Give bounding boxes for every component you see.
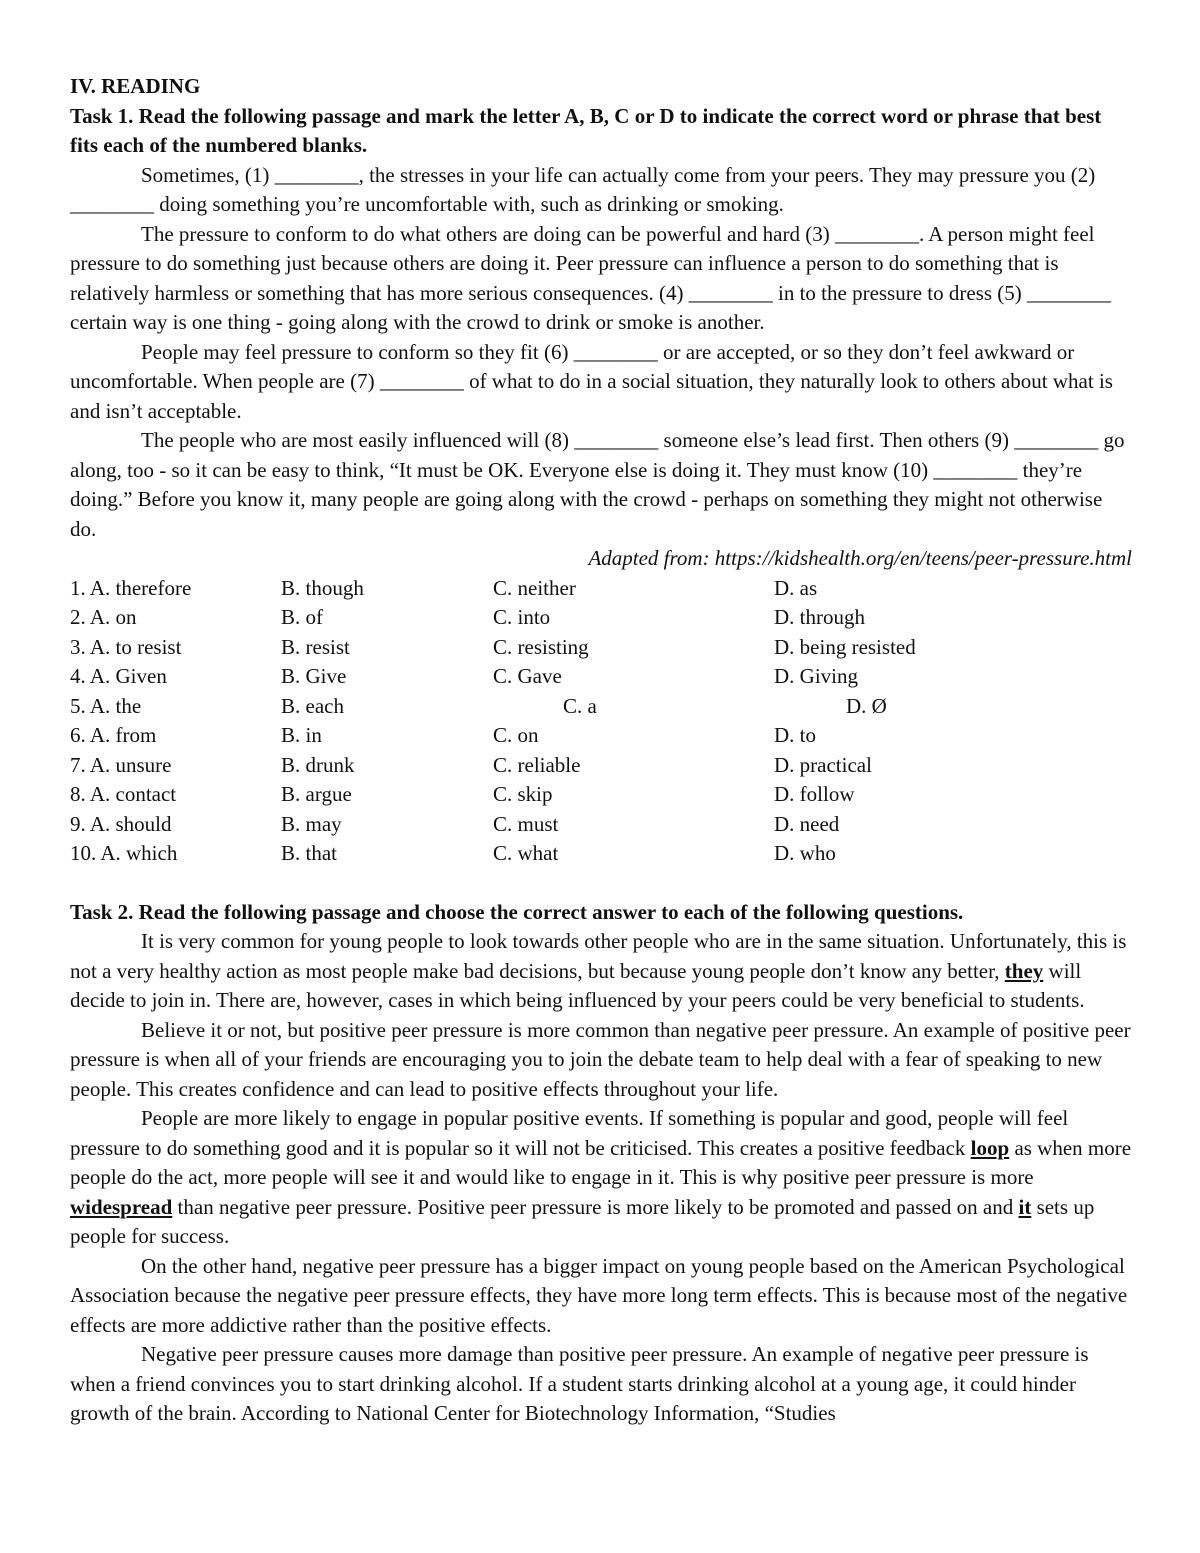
- option-b: B. drunk: [281, 752, 355, 777]
- option-b: B. resist: [281, 634, 350, 659]
- section-heading: IV. READING: [70, 74, 201, 98]
- option-c: C. resisting: [493, 634, 589, 659]
- option-b: B. each: [281, 693, 344, 718]
- text-run: they’re doing.” Before you know it, many people are going along with the crowd - perhaps on something they might not otherwise do.: [70, 457, 1103, 541]
- task2-paragraph-3: [70, 1104, 1132, 1252]
- text-run: It is very common for young people to look towards other people who are in the same situation. Unfortunately, this is not a very healthy action as most people make bad decisions, but because young people don’t know any better,: [70, 929, 1127, 983]
- task1-paragraph-4: [70, 426, 1132, 544]
- underlined-word-widespread: widespread: [70, 1194, 173, 1219]
- question-row: [70, 692, 1132, 722]
- text-run: certain way is one thing - going along with the crowd to drink or smoke is another.: [70, 310, 765, 334]
- option-c: C. Gave: [493, 664, 562, 688]
- option-d: D. Ø: [846, 693, 887, 718]
- option-a: 3. A. to resist: [70, 634, 182, 659]
- option-d: D. through: [774, 605, 865, 629]
- text-run: Sometimes, (1): [141, 162, 275, 187]
- text-run: , the stresses in your life can actually come from your peers. They may pressure you (2): [358, 162, 1096, 187]
- option-d: D. as: [774, 575, 818, 600]
- option-a: 1. A. therefore: [70, 575, 192, 600]
- task1-paragraph-3: [70, 338, 1132, 427]
- text-run: . A person might feel pressure to do something just because others are doing it. Peer pressure can influence a person to do something that is relatively harmless or something that has more serious consequences. (4): [70, 221, 1095, 305]
- option-d: D. follow: [774, 782, 855, 806]
- option-b: B. of: [281, 605, 323, 629]
- option-c: C. reliable: [493, 752, 581, 777]
- question-row: [70, 603, 1132, 633]
- option-b: B. argue: [281, 782, 352, 806]
- task1-paragraph-1: [70, 161, 1132, 220]
- source-citation: Adapted from: https://kidshealth.org/en/teens/peer-pressure.html: [588, 546, 1132, 570]
- blank-3: ________: [834, 221, 919, 246]
- option-c: C. into: [493, 605, 551, 629]
- task1-instruction: Task 1. Read the following passage and mark the letter A, B, C or D to indicate the correct word or phrase that best fits each of the numbered blanks.: [70, 103, 1102, 157]
- blank-5: ________: [1027, 280, 1112, 305]
- blank-8: ________: [574, 428, 659, 452]
- option-d: D. Giving: [774, 664, 858, 688]
- option-d: D. practical: [774, 752, 872, 777]
- blank-7: ________: [379, 369, 464, 393]
- option-d: D. to: [774, 723, 816, 747]
- option-b: B. may: [281, 811, 342, 836]
- text-run: of what to do in a social situation, they naturally look to others about what is and isn’t acceptable.: [70, 369, 1113, 423]
- option-a: 9. A. should: [70, 811, 172, 836]
- option-d: D. need: [774, 811, 840, 836]
- blank-10: ________: [933, 457, 1018, 482]
- blank-4: ________: [688, 280, 773, 305]
- question-row: [70, 574, 1132, 604]
- question-row: [70, 839, 1132, 869]
- question-row: [70, 633, 1132, 663]
- text-run: doing something you’re uncomfortable with, such as drinking or smoking.: [154, 192, 784, 216]
- text-run: People are more likely to engage in popular positive events. If something is popular and good, people will feel pressure to do something good and it is popular so it will not be criticised. This creates a positive feedback: [70, 1106, 1069, 1160]
- option-b: B. in: [281, 723, 322, 747]
- text-run: than negative peer pressure. Positive peer pressure is more likely to be promoted and passed on and: [172, 1194, 1019, 1219]
- option-a: 5. A. the: [70, 693, 142, 718]
- text-run: The pressure to conform to do what others are doing can be powerful and hard (3): [141, 221, 835, 246]
- option-c: C. what: [493, 841, 559, 865]
- blank-1: ________: [274, 162, 359, 187]
- answer-options-table: [70, 574, 1132, 869]
- task2-paragraph-4: On the other hand, negative peer pressure has a bigger impact on young people based on the American Psychological Association because the negative peer pressure effects, they have more long term effects. This is because most of the negative effects are more addictive rather than the positive effects.: [70, 1253, 1128, 1337]
- option-d: D. who: [774, 841, 836, 865]
- option-b: B. though: [281, 575, 364, 600]
- option-b: B. Give: [281, 664, 347, 688]
- worksheet-page: [70, 72, 1132, 1429]
- text-run: in to the pressure to dress (5): [772, 280, 1028, 305]
- option-a: 6. A. from: [70, 723, 157, 747]
- question-row: [70, 721, 1132, 751]
- underlined-word-it: it: [1018, 1194, 1032, 1219]
- text-run: someone else’s lead first. Then others (9): [658, 428, 1015, 452]
- question-row: [70, 751, 1132, 781]
- option-d: D. being resisted: [774, 634, 916, 659]
- task2-paragraph-5: Negative peer pressure causes more damage than positive peer pressure. An example of negative peer pressure is when a friend convinces you to start drinking alcohol. If a student starts drinking alcohol at a young age, it could hinder growth of the brain. According to National Center for Biotechnology Information, “Studies: [70, 1342, 1089, 1425]
- option-a: 8. A. contact: [70, 782, 177, 806]
- underlined-word-loop: loop: [970, 1135, 1010, 1160]
- task1-paragraph-2: [70, 220, 1132, 338]
- blank-9: ________: [1014, 428, 1099, 452]
- option-a: 10. A. which: [70, 841, 178, 865]
- option-a: 4. A. Given: [70, 664, 167, 688]
- question-row: [70, 810, 1132, 840]
- option-c: C. skip: [493, 782, 553, 806]
- blank-2: ________: [70, 192, 154, 216]
- task2-paragraph-2: Believe it or not, but positive peer pressure is more common than negative peer pressure. An example of positive peer pressure is when all of your friends are encouraging you to join the debate team to help deal with a fear of speaking to new people. This creates confidence and can lead to positive effects throughout your life.: [70, 1017, 1131, 1101]
- text-run: will decide to join in. There are, however, cases in which being influenced by your peers could be very beneficial to students.: [70, 958, 1085, 1012]
- text-run: The people who are most easily influenced will (8): [141, 428, 575, 452]
- text-run: sets up people for success.: [70, 1194, 1095, 1248]
- option-c: C. on: [493, 723, 539, 747]
- spacer: [70, 869, 1132, 898]
- text-run: as when more people do the act, more people will see it and would like to engage in it. This is why positive peer pressure is more: [70, 1135, 1132, 1189]
- option-a: 7. A. unsure: [70, 752, 172, 777]
- question-row: [70, 780, 1132, 810]
- option-c: C. must: [493, 811, 559, 836]
- option-b: B. that: [281, 841, 337, 865]
- text-run: go along, too - so it can be easy to think, “It must be OK. Everyone else is doing it. They must know (10): [70, 428, 1125, 482]
- text-run: or are accepted, or so they don’t feel awkward or uncomfortable. When people are (7): [70, 339, 1075, 393]
- underlined-word-they: they: [1004, 958, 1044, 983]
- option-a: 2. A. on: [70, 605, 137, 629]
- task2-paragraph-1: [70, 927, 1132, 1016]
- task2-instruction: Task 2. Read the following passage and choose the correct answer to each of the following questions.: [70, 899, 964, 924]
- option-c: C. neither: [493, 575, 576, 600]
- question-row: [70, 662, 1132, 692]
- blank-6: ________: [573, 339, 658, 364]
- option-c: C. a: [563, 693, 597, 718]
- text-run: People may feel pressure to conform so they fit (6): [141, 339, 574, 364]
